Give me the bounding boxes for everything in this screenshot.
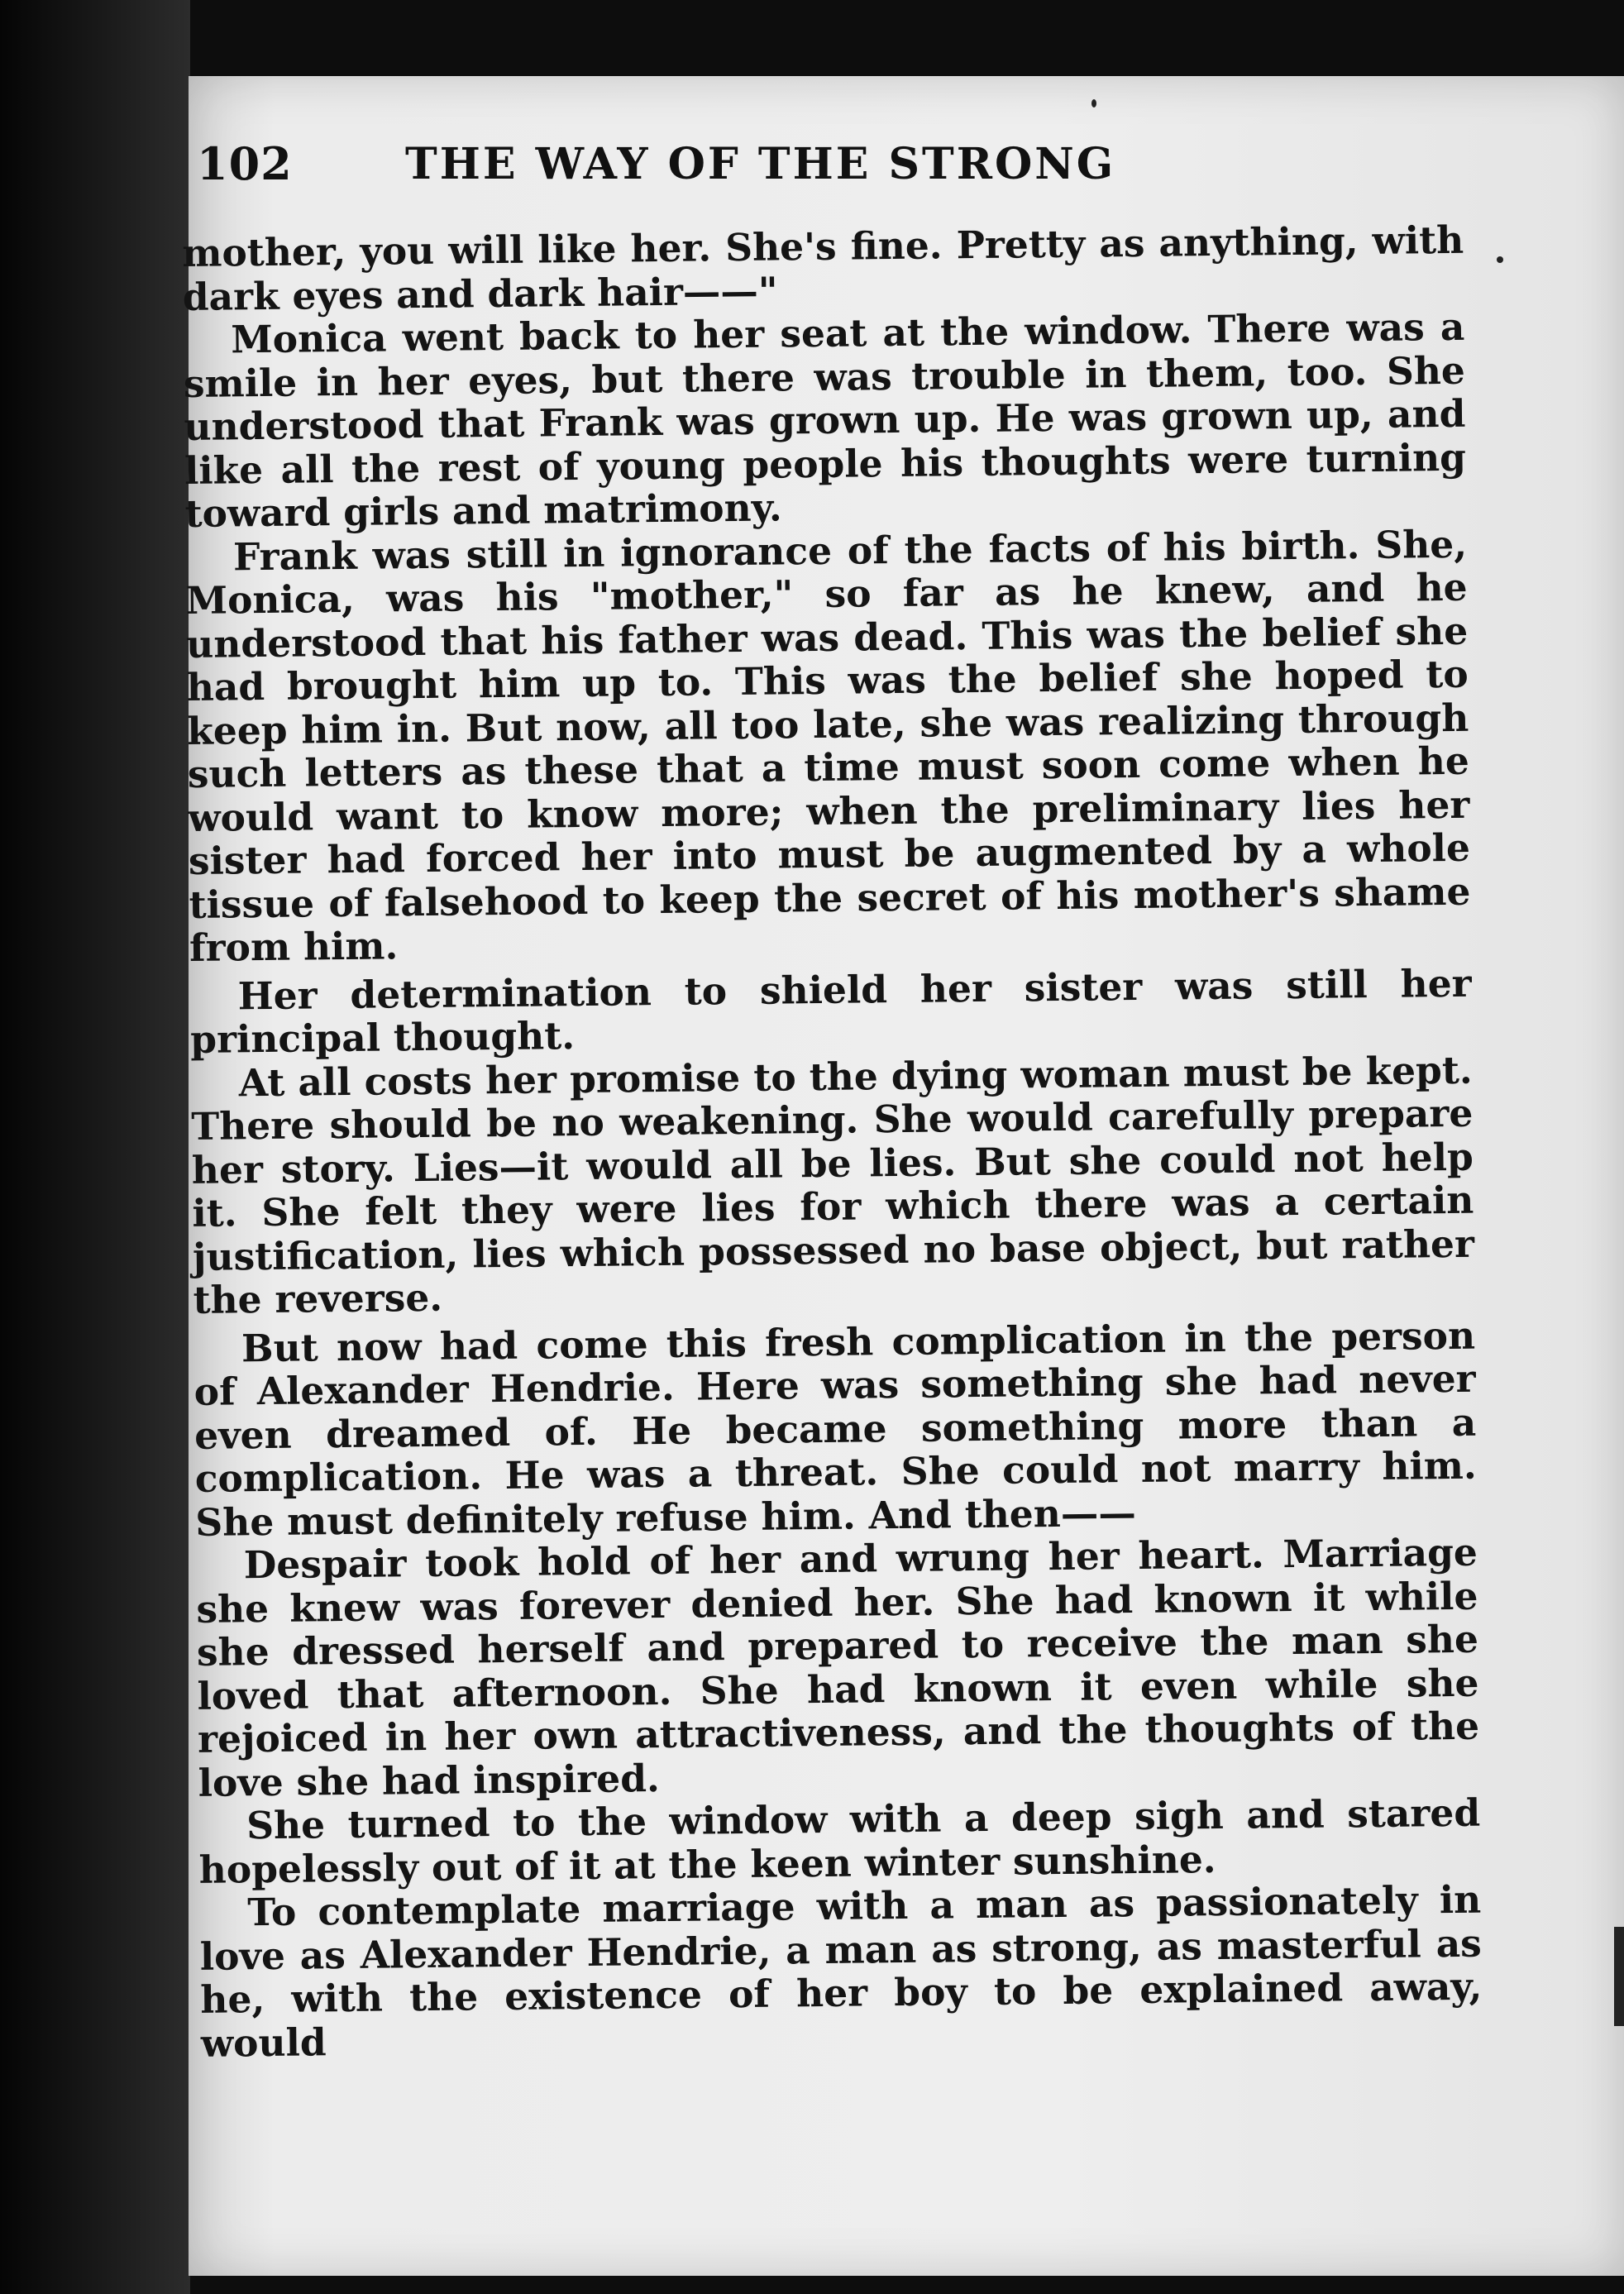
page-number: 102 [197, 137, 293, 190]
dust-speck [1497, 256, 1503, 263]
paragraph-5: At all costs her promise to the dying woman must be kept. There should be no weakening. She would carefully prepare her story. Lies—it would all be lies. But she could not help it. She felt they were lies for which there was a certain justification, lies which possessed no base object, but rather the reverse. [191, 1047, 1475, 1322]
running-title: THE WAY OF THE STRONG [405, 139, 1116, 189]
paragraph-8: She turned to the window with a deep sigh and stared hopelessly out of it at the keen winter sunshine. [198, 1790, 1481, 1892]
paragraph-4: Her determination to shield her sister was still her principal thought. [189, 960, 1472, 1062]
body-text [182, 218, 1483, 2065]
paragraph-6: But now had come this fresh complication in the person of Alexander Hendrie. Here was something she had never even dreamed of. He became something more than a complication. He was a threat. She could not marry him. She must definitely refuse him. And then—— [193, 1312, 1477, 1545]
paragraph-2: Monica went back to her seat at the window. There was a smile in her eyes, but there was trouble in them, too. She understood that Frank was grown up. He was grown up, and like all the rest of young people his thoughts were turning toward girls and matrimony. [183, 303, 1467, 536]
paragraph-3: Frank was still in ignorance of the facts of his birth. She, Monica, was his "mother," so far as he knew, and he understood that his father was dead. This was the belief she had brought him up to. This was the belief she hoped to keep him in. But now, all too late, she was realizing through such letters as these that a time must soon come when he would want to know more; when the preliminary lies her sister had forced her into must be augmented by a whole tissue of falsehood to keep the secret of his mother's shame from him. [185, 521, 1471, 970]
book-spine-shadow [0, 0, 190, 2294]
dust-speck [1091, 99, 1096, 108]
page-edge-marker [1614, 1927, 1624, 2026]
paragraph-7: Despair took hold of her and wrung her heart. Marriage she knew was forever denied her. She had known it while she dressed herself and prepared to receive the man she loved that afternoon. She had known it even while she rejoiced in her own attractiveness, and the thoughts of the love she had inspired. [196, 1529, 1480, 1805]
paragraph-9: To contemplate marriage with a man as passionately in love as Alexander Hendrie, a man as strong, as masterful as he, with the existence of her boy to be explained away, would [199, 1876, 1483, 2066]
paragraph-1: mother, you will like her. She's fine. Pretty as anything, with dark eyes and dark hair——" [181, 217, 1464, 319]
